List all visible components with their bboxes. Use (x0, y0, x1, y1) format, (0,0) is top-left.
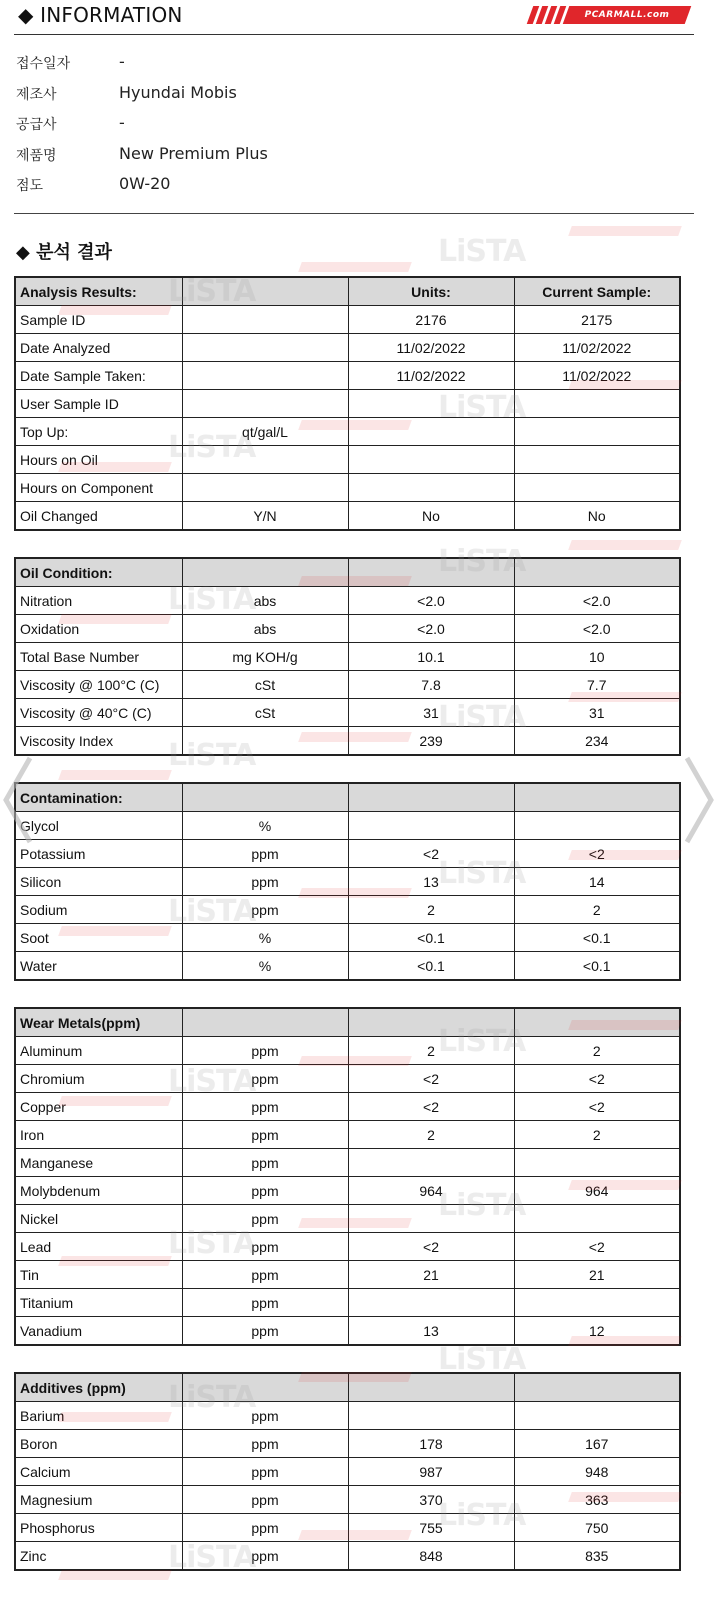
table-cell: 750 (514, 1514, 680, 1542)
table-cell: mg KOH/g (182, 643, 348, 671)
table-row (15, 1093, 680, 1121)
table-cell: 7.8 (348, 671, 514, 699)
table-row (15, 952, 680, 981)
table-cell: Soot (15, 924, 182, 952)
watermark: LiSTA (168, 1540, 256, 1575)
table-header-row (15, 1373, 680, 1402)
table-cell: <2.0 (514, 615, 680, 643)
table-row (15, 699, 680, 727)
header-cell (182, 1008, 348, 1037)
table-cell: 31 (514, 699, 680, 727)
next-arrow-icon[interactable] (681, 750, 717, 850)
table-cell: 11/02/2022 (348, 362, 514, 390)
table-cell (182, 334, 348, 362)
info-row-product-name (16, 140, 676, 171)
table-cell: 7.7 (514, 671, 680, 699)
info-label: 점도 (16, 178, 44, 194)
table-cell (182, 362, 348, 390)
table-cell: Viscosity @ 100°C (C) (15, 671, 182, 699)
table-row (15, 1542, 680, 1571)
table-row (15, 446, 680, 474)
table-cell: ppm (182, 1093, 348, 1121)
table-row (15, 1149, 680, 1177)
header-cell (182, 558, 348, 587)
table-cell: No (514, 502, 680, 531)
table-cell: ppm (182, 896, 348, 924)
table-row (15, 1121, 680, 1149)
table-cell: 363 (514, 1486, 680, 1514)
table-cell: 11/02/2022 (514, 334, 680, 362)
table-cell: Nitration (15, 587, 182, 615)
table-cell: Viscosity @ 40°C (C) (15, 699, 182, 727)
table-row (15, 1514, 680, 1542)
table-cell: Zinc (15, 1542, 182, 1571)
table-cell: abs (182, 615, 348, 643)
table-cell: abs (182, 587, 348, 615)
info-row-received-date (16, 48, 676, 79)
table-cell: 848 (348, 1542, 514, 1571)
table-header-row (15, 1008, 680, 1037)
header-cell: Additives (ppm) (15, 1373, 182, 1402)
table-cell (514, 1205, 680, 1233)
table-cell: Aluminum (15, 1037, 182, 1065)
prev-arrow-icon[interactable] (0, 750, 36, 850)
header-cell (348, 783, 514, 812)
table-cell: ppm (182, 1289, 348, 1317)
table-cell: qt/gal/L (182, 418, 348, 446)
table-cell: <2.0 (514, 587, 680, 615)
table-row (15, 727, 680, 756)
table-cell: 2 (348, 1037, 514, 1065)
watermark-stripe (298, 262, 412, 272)
table-cell: Lead (15, 1233, 182, 1261)
table-row (15, 1233, 680, 1261)
table-row (15, 643, 680, 671)
header-cell (514, 783, 680, 812)
header-cell (514, 1008, 680, 1037)
table-row (15, 896, 680, 924)
table-cell: <2 (514, 840, 680, 868)
table-cell: ppm (182, 868, 348, 896)
header-cell (182, 783, 348, 812)
table-cell: 2 (514, 1037, 680, 1065)
table-cell: Tin (15, 1261, 182, 1289)
table-cell: ppm (182, 1430, 348, 1458)
table-row (15, 1458, 680, 1486)
table-cell: ppm (182, 1486, 348, 1514)
table-cell: % (182, 924, 348, 952)
table-cell: Boron (15, 1430, 182, 1458)
table-cell: ppm (182, 1317, 348, 1346)
table-cell: 2 (514, 1121, 680, 1149)
watermark: LiSTA (168, 738, 256, 773)
table-cell: 11/02/2022 (348, 334, 514, 362)
table-row (15, 671, 680, 699)
table-cell: 2 (348, 896, 514, 924)
table-cell: Y/N (182, 502, 348, 531)
header-cell: Oil Condition: (15, 558, 182, 587)
table-cell: Silicon (15, 868, 182, 896)
table-cell: 234 (514, 727, 680, 756)
table-cell: Water (15, 952, 182, 981)
watermark: LiSTA (438, 1188, 526, 1223)
watermark-stripe (58, 770, 172, 780)
table-row (15, 1486, 680, 1514)
table-cell: <2 (348, 840, 514, 868)
watermark: LiSTA (438, 234, 526, 269)
table-cell: Molybdenum (15, 1177, 182, 1205)
table-cell: 13 (348, 1317, 514, 1346)
table-cell: ppm (182, 1514, 348, 1542)
analysis-results-table (14, 276, 681, 531)
table-cell: ppm (182, 1037, 348, 1065)
table-cell: % (182, 812, 348, 840)
table-row (15, 1430, 680, 1458)
info-label: 제조사 (16, 86, 57, 103)
table-row (15, 615, 680, 643)
watermark: LiSTA (438, 700, 526, 735)
table-cell (182, 474, 348, 502)
table-cell: Nickel (15, 1205, 182, 1233)
table-cell: Oxidation (15, 615, 182, 643)
section-divider (14, 213, 694, 214)
info-label: 제품명 (16, 147, 57, 164)
oil-condition-table (14, 557, 681, 756)
watermark-stripe (568, 226, 682, 236)
header-cell (514, 1373, 680, 1402)
watermark: LiSTA (168, 894, 256, 929)
table-row (15, 334, 680, 362)
table-cell: 10 (514, 643, 680, 671)
table-cell: 178 (348, 1430, 514, 1458)
table-row (15, 924, 680, 952)
table-cell: Hours on Oil (15, 446, 182, 474)
table-cell: ppm (182, 1458, 348, 1486)
table-cell (514, 812, 680, 840)
table-cell: Hours on Component (15, 474, 182, 502)
table-row (15, 502, 680, 531)
table-cell (348, 1402, 514, 1430)
table-cell: ppm (182, 1402, 348, 1430)
table-cell: Potassium (15, 840, 182, 868)
table-cell (514, 1149, 680, 1177)
table-cell: Phosphorus (15, 1514, 182, 1542)
table-row (15, 840, 680, 868)
table-cell (514, 446, 680, 474)
table-header-row (15, 558, 680, 587)
table-cell (182, 390, 348, 418)
table-cell (514, 1289, 680, 1317)
header-cell: Wear Metals(ppm) (15, 1008, 182, 1037)
table-cell: ppm (182, 1542, 348, 1571)
table-cell: <2.0 (348, 587, 514, 615)
info-label: 공급사 (16, 117, 57, 133)
table-cell: Date Analyzed (15, 334, 182, 362)
table-cell: 2 (514, 896, 680, 924)
table-cell: Oil Changed (15, 502, 182, 531)
table-cell: 21 (514, 1261, 680, 1289)
table-row (15, 1261, 680, 1289)
table-cell (348, 812, 514, 840)
table-cell: ppm (182, 1177, 348, 1205)
table-cell (348, 418, 514, 446)
table-cell: 12 (514, 1317, 680, 1346)
table-cell: Magnesium (15, 1486, 182, 1514)
table-row (15, 1317, 680, 1346)
table-cell: 835 (514, 1542, 680, 1571)
info-value: - (119, 52, 125, 71)
table-header-row (15, 783, 680, 812)
table-cell: ppm (182, 840, 348, 868)
table-cell: Chromium (15, 1065, 182, 1093)
table-cell: Copper (15, 1093, 182, 1121)
table-cell: Sodium (15, 896, 182, 924)
table-row (15, 306, 680, 334)
table-cell (514, 418, 680, 446)
table-cell (348, 1289, 514, 1317)
table-cell: Manganese (15, 1149, 182, 1177)
watermark: LiSTA (438, 856, 526, 891)
table-row (15, 1177, 680, 1205)
info-value: New Premium Plus (119, 143, 268, 163)
table-cell: % (182, 952, 348, 981)
table-row (15, 1037, 680, 1065)
table-cell: Total Base Number (15, 643, 182, 671)
table-cell: 964 (514, 1177, 680, 1205)
info-value: 0W-20 (119, 174, 171, 193)
additives-table (14, 1372, 681, 1571)
table-row (15, 1205, 680, 1233)
product-info-list (16, 48, 676, 201)
header-cell (182, 1373, 348, 1402)
table-cell (348, 1205, 514, 1233)
table-row (15, 390, 680, 418)
table-cell: ppm (182, 1205, 348, 1233)
pcarmall-logo (528, 6, 690, 24)
table-cell: 167 (514, 1430, 680, 1458)
table-cell: Glycol (15, 812, 182, 840)
table-cell: Calcium (15, 1458, 182, 1486)
table-row (15, 812, 680, 840)
header-cell: Units: (348, 277, 514, 306)
watermark: LiSTA (438, 1498, 526, 1533)
table-cell: <0.1 (348, 924, 514, 952)
table-cell: <2 (348, 1065, 514, 1093)
header-cell: Analysis Results: (15, 277, 182, 306)
watermark: LiSTA (168, 582, 256, 617)
table-cell: 2176 (348, 306, 514, 334)
table-cell (514, 390, 680, 418)
table-row (15, 868, 680, 896)
watermark: LiSTA (438, 1342, 526, 1377)
table-cell (514, 1402, 680, 1430)
table-cell: cSt (182, 671, 348, 699)
table-cell (514, 474, 680, 502)
table-cell: 21 (348, 1261, 514, 1289)
header-cell (514, 558, 680, 587)
table-cell: Barium (15, 1402, 182, 1430)
info-value: - (119, 113, 125, 132)
table-cell: 948 (514, 1458, 680, 1486)
table-cell: 31 (348, 699, 514, 727)
table-cell: 14 (514, 868, 680, 896)
header-cell (348, 1373, 514, 1402)
watermark: LiSTA (438, 1024, 526, 1059)
table-cell: 2 (348, 1121, 514, 1149)
table-cell: Titanium (15, 1289, 182, 1317)
table-cell: ppm (182, 1121, 348, 1149)
table-cell: 11/02/2022 (514, 362, 680, 390)
table-cell: 964 (348, 1177, 514, 1205)
table-cell (348, 390, 514, 418)
table-cell: 755 (348, 1514, 514, 1542)
info-label: 접수일자 (16, 56, 71, 72)
information-title: ◆ INFORMATION (18, 3, 183, 27)
wear-metals-table (14, 1007, 681, 1346)
table-cell: Vanadium (15, 1317, 182, 1346)
table-cell (182, 446, 348, 474)
table-cell: <2 (348, 1233, 514, 1261)
table-cell: <0.1 (514, 952, 680, 981)
info-row-viscosity-grade (16, 170, 676, 201)
table-cell (348, 446, 514, 474)
table-row (15, 362, 680, 390)
table-cell: <2 (514, 1065, 680, 1093)
contamination-table (14, 782, 681, 981)
table-cell: ppm (182, 1233, 348, 1261)
table-cell: Top Up: (15, 418, 182, 446)
table-row (15, 474, 680, 502)
table-row (15, 1402, 680, 1430)
header-cell (348, 558, 514, 587)
header-cell (348, 1008, 514, 1037)
table-cell (182, 727, 348, 756)
table-cell: ppm (182, 1261, 348, 1289)
table-cell: cSt (182, 699, 348, 727)
table-cell: <2.0 (348, 615, 514, 643)
logo-text: PCARMALL.com (584, 10, 670, 20)
watermark: LiSTA (438, 390, 526, 425)
info-value: Hyundai Mobis (119, 82, 237, 102)
info-row-supplier (16, 109, 676, 140)
table-cell: ppm (182, 1065, 348, 1093)
table-cell: Date Sample Taken: (15, 362, 182, 390)
header-cell (182, 277, 348, 306)
watermark: LiSTA (168, 1226, 256, 1261)
info-row-manufacturer (16, 79, 676, 110)
table-row (15, 1289, 680, 1317)
table-cell: ppm (182, 1149, 348, 1177)
table-cell: Iron (15, 1121, 182, 1149)
table-cell: Viscosity Index (15, 727, 182, 756)
table-cell: 239 (348, 727, 514, 756)
table-cell: 10.1 (348, 643, 514, 671)
header-cell: Contamination: (15, 783, 182, 812)
watermark-stripe (568, 540, 682, 550)
table-cell: Sample ID (15, 306, 182, 334)
table-cell: <0.1 (348, 952, 514, 981)
table-header-row (15, 277, 680, 306)
table-cell: <2 (348, 1093, 514, 1121)
watermark-stripe (58, 1570, 172, 1580)
table-cell: No (348, 502, 514, 531)
table-cell (348, 474, 514, 502)
table-cell: <2 (514, 1093, 680, 1121)
information-header (14, 0, 694, 35)
table-cell (182, 306, 348, 334)
table-cell: User Sample ID (15, 390, 182, 418)
table-row (15, 587, 680, 615)
table-cell: 13 (348, 868, 514, 896)
header-cell: Current Sample: (514, 277, 680, 306)
table-cell: 2175 (514, 306, 680, 334)
watermark: LiSTA (168, 1064, 256, 1099)
analysis-section-title: ◆ 분석 결과 (16, 242, 112, 263)
table-row (15, 418, 680, 446)
table-cell: <2 (514, 1233, 680, 1261)
table-cell: 370 (348, 1486, 514, 1514)
table-cell: 987 (348, 1458, 514, 1486)
table-cell (348, 1149, 514, 1177)
table-row (15, 1065, 680, 1093)
watermark: LiSTA (168, 430, 256, 465)
table-cell: <0.1 (514, 924, 680, 952)
